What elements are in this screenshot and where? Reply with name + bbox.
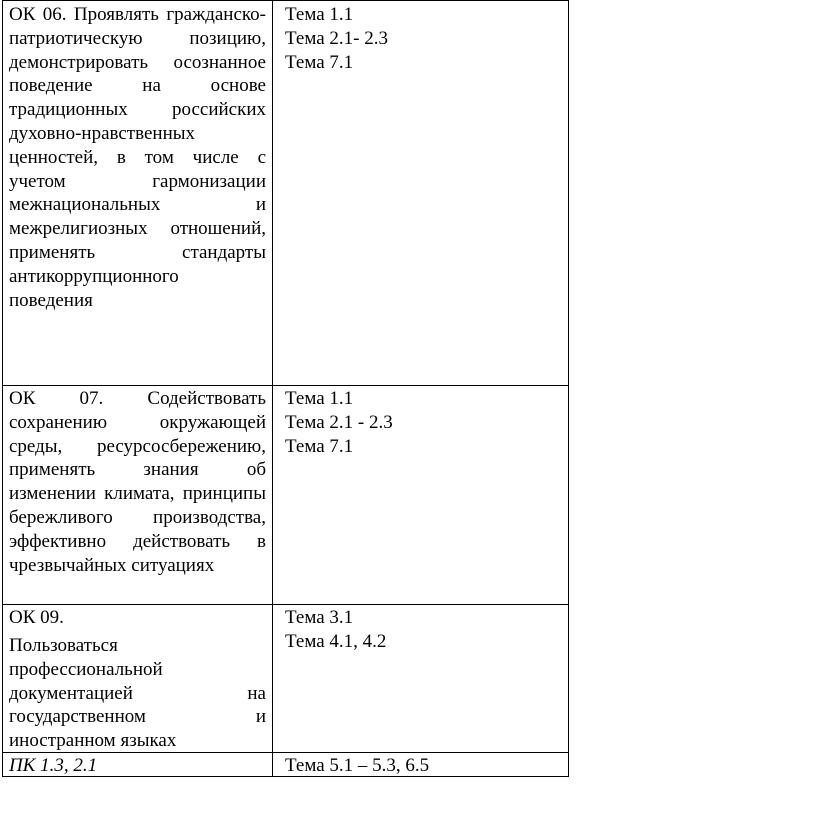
topics-cell [285, 606, 555, 654]
topic-item: Тема 4.1, 4.2 [285, 630, 387, 652]
competency-cell: Пользоваться профессиональной документацией на государственном и иностранном языках [9, 635, 266, 752]
competency-cell: ПК 1.3, 2.1 [9, 755, 98, 776]
competency-code: ОК 09. [9, 607, 64, 628]
competency-cell: ОК 06. Проявлять гражданско-патриотическую позицию, демонстрировать осознанное поведение на основе традиционных российских духовно-нравственных ценностей, в том числе с учетом гармонизации межнациональных и межрелигиозных отношений, применять стандарты антикоррупционного поведения [9, 4, 266, 311]
topics-cell [285, 387, 555, 458]
row-divider [2, 385, 569, 386]
topic-item: Тема 7.1 [285, 51, 354, 73]
column-divider [272, 0, 273, 777]
topic-item: Тема 3.1 [285, 607, 354, 628]
row-divider [2, 604, 569, 605]
column-divider [568, 0, 569, 777]
topic-item: Тема 7.1 [285, 435, 354, 457]
topic-item: Тема 5.1 – 5.3, 6.5 [285, 755, 430, 776]
competency-cell: ОК 07. Содействовать сохранению окружающей среды, ресурсосбережению, применять знания об изменении климата, принципы бережливого производства, эффективно действовать в чрезвычайных ситуациях [9, 388, 266, 576]
topics-cell [285, 3, 555, 74]
competency-table [2, 0, 816, 777]
topic-item: Тема 1.1 [285, 4, 354, 25]
topic-item: Тема 2.1- 2.3 [285, 27, 388, 49]
topics-cell [285, 754, 555, 778]
table-left-border [2, 0, 3, 777]
topic-item: Тема 1.1 [285, 388, 354, 409]
topic-item: Тема 2.1 - 2.3 [285, 411, 393, 433]
row-divider [2, 0, 569, 1]
